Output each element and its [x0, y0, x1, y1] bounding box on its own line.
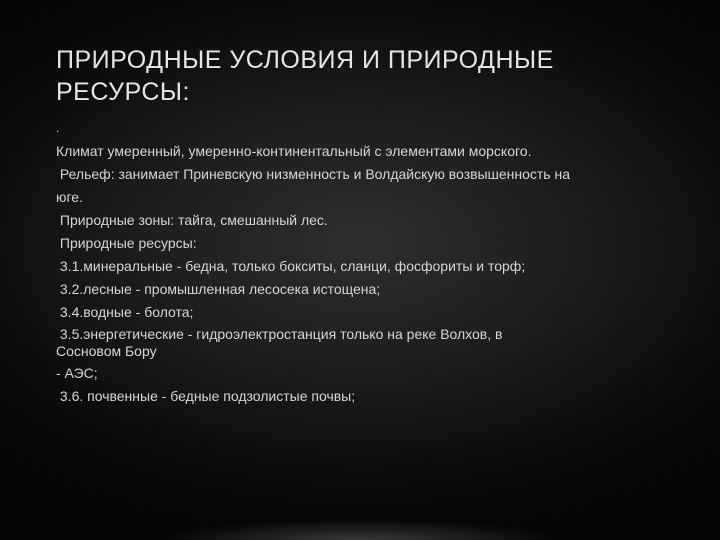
text-line: 3.4.водные - болота;: [56, 304, 194, 320]
text-line: 3.6. почвенные - бедные подзолистые почвы;: [56, 388, 356, 404]
text-line: 3.2.лесные - промышленная лесосека истощена;: [56, 281, 381, 297]
bullet-marker: .: [56, 121, 60, 135]
text-line: - АЭС;: [56, 365, 98, 381]
text-line: Природные ресурсы:: [56, 235, 197, 251]
slide-body: [56, 122, 676, 410]
text-line: юге.: [56, 189, 83, 205]
text-line: Климат умеренный, умеренно-континентальный с элементами морского.: [56, 143, 532, 159]
text-line: 3.5.энергетические - гидроэлектростанция только на реке Волхов, в Сосновом Бору: [56, 326, 503, 359]
text-line: Природные зоны: тайга, смешанный лес.: [56, 212, 328, 228]
bottom-glow: [160, 520, 560, 540]
text-line: 3.1.минеральные - бедна, только бокситы, сланци, фосфориты и торф;: [56, 258, 526, 274]
slide-title: ПРИРОДНЫЕ УСЛОВИЯ И ПРИРОДНЫЕ РЕСУРСЫ:: [56, 46, 554, 106]
text-line: Рельеф: занимает Приневскую низменность и Волдайскую возвышенность на: [56, 166, 570, 182]
